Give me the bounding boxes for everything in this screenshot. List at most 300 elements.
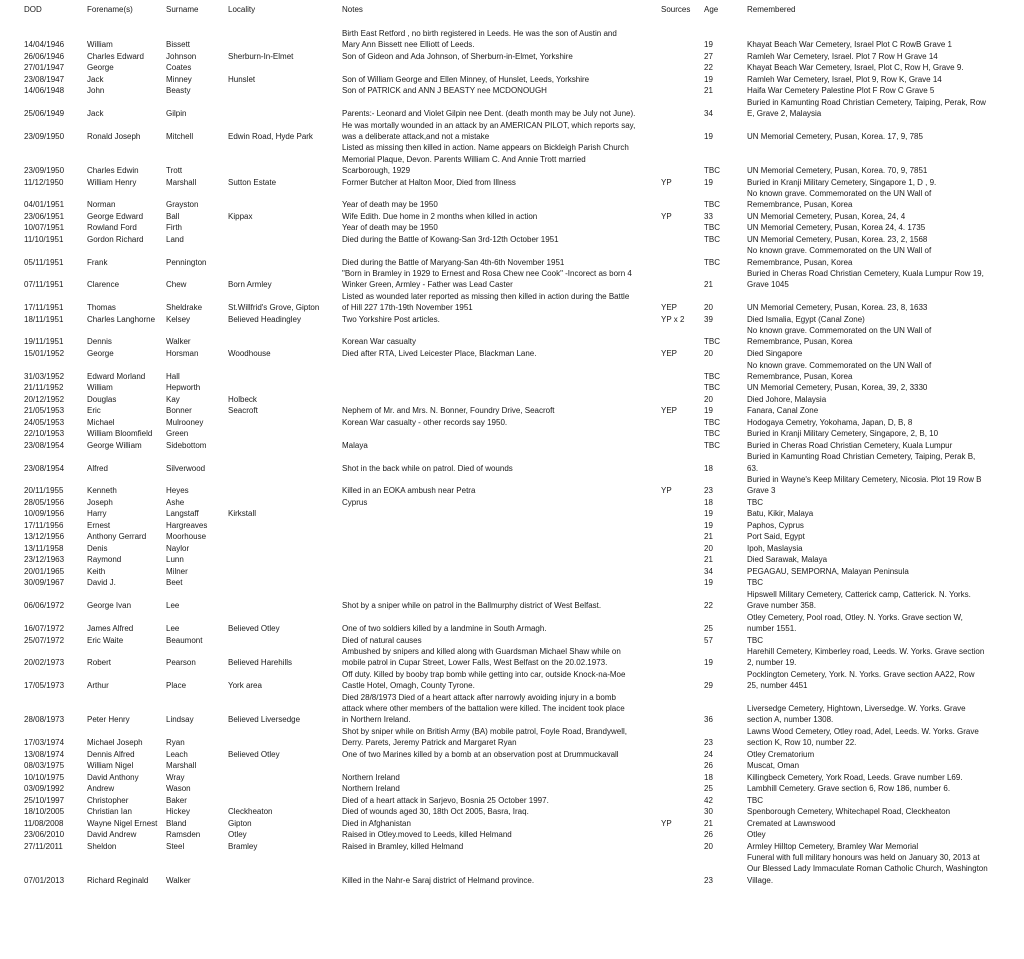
surname-cell: Baker [166,795,187,805]
dod-cell: 21/05/1953 [24,406,65,416]
surname-cell: Steel [166,841,185,851]
remembered-cell: Liversedge Cemetery, Hightown, Liversedge. W. Yorks. Grave section A, number 1308. [747,703,966,725]
forename-cell: Dennis Alfred [87,749,135,759]
remembered-cell: Haifa War Cemetery Palestine Plot F Row C Grave 5 [747,86,935,96]
dod-cell: 11/08/2008 [24,818,64,828]
table-row [0,188,1024,211]
remembered-cell: Otley Crematorium [747,749,815,759]
age-cell: TBC [704,429,720,439]
remembered-cell: Ramleh War Cemetery, Israel, Plot 9, Row K, Grave 14 [747,74,942,84]
forename-cell: Clarence [87,280,120,290]
remembered-cell: No known grave. Commemorated on the UN Wall of Remembrance, Pusan, Korea [747,326,932,347]
remembered-cell: UN Memorial Cemetery, Pusan, Korea. 70, 9, 7851 [747,165,928,175]
remembered-cell: Buried in Wayne's Keep Military Cemetery, Nicosia. Plot 19 Row B Grave 3 [747,475,982,496]
age-cell: 22 [704,63,713,73]
age-cell: 19 [704,131,713,141]
dod-cell: 10/10/1975 [24,772,65,782]
notes-cell: Died of a heart attack in Sarjevo, Bosnia 25 October 1997. [342,795,549,805]
age-cell: 21 [704,818,713,828]
table-row [0,635,1024,646]
notes-cell: Wife Edith. Due home in 2 months when killed in action [342,211,538,221]
table-row [0,841,1024,852]
notes-cell: Died of wounds aged 30, 18th Oct 2005, Basra, Iraq. [342,807,529,816]
notes-cell: Year of death may be 1950 [342,200,438,210]
remembered-cell: No known grave. Commemorated on the UN Wall of Remembrance, Pusan, Korea [747,246,932,267]
forename-cell: George Ivan [87,601,132,611]
table-row [0,142,1024,176]
dod-cell: 10/09/1956 [24,509,65,519]
surname-cell: Lee [166,623,180,633]
forename-cell: Jack [87,74,104,84]
age-cell: 34 [704,566,713,576]
dod-cell: 11/12/1950 [24,177,64,187]
notes-cell: Listed as wounded later reported as missing then killed in action during the Battle of Hill 227 17th-19th November 1951 [342,291,630,313]
notes-cell: Cyprus [342,497,368,507]
age-cell: 25 [704,784,713,793]
table-row [0,497,1024,508]
forename-cell: William [87,383,113,393]
age-cell: TBC [704,257,720,267]
surname-cell: Hickey [166,807,191,816]
dod-cell: 28/08/1973 [24,715,65,725]
surname-cell: Bonner [166,406,192,416]
surname-cell: Lindsay [166,715,194,725]
surname-cell: Lee [166,601,180,611]
age-cell: 25 [704,623,713,633]
table-row [0,51,1024,62]
age-cell: TBC [704,371,720,381]
forename-cell: David J. [87,578,116,588]
forename-cell: Frank [87,257,108,267]
forename-cell: Denis [87,543,108,553]
surname-cell: Grayston [166,200,199,210]
forename-cell: Andrew [87,784,115,793]
dod-cell: 19/11/1951 [24,337,64,347]
forename-cell: Gordon Richard [87,234,144,244]
remembered-cell: UN Memorial Cemetery, Pusan, Korea 24, 4. 1735 [747,223,926,233]
dod-cell: 23/09/1950 [24,165,65,175]
dod-cell: 04/01/1951 [24,200,65,210]
surname-cell: Beaumont [166,635,203,645]
table-row [0,612,1024,635]
header-surname: Surname [166,5,199,14]
table-row [0,177,1024,188]
forename-cell: Richard Reginald [87,875,149,885]
table-row [0,783,1024,794]
surname-cell: Sidebottom [166,440,207,450]
surname-cell: Moorhouse [166,532,207,542]
remembered-cell: TBC [747,635,763,645]
locality-cell: St.Willfrid's Grove, Gipton [228,303,320,313]
table-row [0,829,1024,840]
age-cell: 24 [704,749,713,759]
age-cell: 27 [704,51,713,61]
forename-cell: Robert [87,658,112,668]
surname-cell: Horsman [166,349,199,358]
surname-cell: Chew [166,280,187,290]
remembered-cell: Spenborough Cemetery, Whitechapel Road, Cleckheaton [747,807,951,816]
table-row [0,566,1024,577]
age-cell: 19 [704,177,713,187]
table-row [0,451,1024,474]
surname-cell: Lunn [166,555,184,565]
dod-cell: 18/10/2005 [24,807,65,816]
notes-cell: Died of natural causes [342,635,422,645]
remembered-cell: Khayat Beach War Cemetery, Israel, Plot C, Row H, Grave 9. [747,63,964,73]
surname-cell: Pearson [166,658,196,668]
table-row [0,222,1024,233]
forename-cell: William Henry [87,177,137,187]
age-cell: 19 [704,509,713,519]
remembered-cell: UN Memorial Cemetery, Pusan, Korea. 23, 8, 1633 [747,303,928,313]
sources-cell: YP x 2 [661,314,685,324]
table-row [0,554,1024,565]
surname-cell: Ryan [166,737,185,747]
forename-cell: Kenneth [87,486,117,496]
forename-cell: Douglas [87,394,117,404]
forename-cell: Arthur [87,681,109,691]
age-cell: 39 [704,314,713,324]
notes-cell: Died during the Battle of Maryang-San 4th-6th November 1951 [342,257,565,267]
age-cell: 36 [704,715,713,725]
locality-cell: York area [228,681,262,691]
remembered-cell: UN Memorial Cemetery, Pusan, Korea. 17, 9, 785 [747,131,923,141]
age-cell: 20 [704,349,713,358]
remembered-cell: Died Singapore [747,349,803,358]
age-cell: TBC [704,383,720,393]
age-cell: 20 [704,543,713,553]
dod-cell: 17/03/1974 [24,737,65,747]
locality-cell: Seacroft [228,406,258,416]
header-dod: DOD [24,5,42,14]
remembered-cell: Batu, Kikir, Malaya [747,509,814,519]
age-cell: TBC [704,234,720,244]
remembered-cell: Muscat, Oman [747,761,800,770]
dod-cell: 27/11/2011 [24,841,63,851]
notes-cell: Year of death may be 1950 [342,223,438,233]
table-row [0,394,1024,405]
age-cell: 34 [704,109,713,119]
surname-cell: Naylor [166,543,190,553]
remembered-cell: Ramleh War Cemetery, Israel. Plot 7 Row H Grave 14 [747,51,938,61]
remembered-cell: Died Johore, Malaysia [747,394,827,404]
remembered-cell: Buried in Kamunting Road Christian Cemetery, Taiping, Perak B, 63. [747,452,976,473]
surname-cell: Mulrooney [166,417,204,427]
dod-cell: 23/09/1950 [24,131,65,141]
table-row [0,772,1024,783]
surname-cell: Hepworth [166,383,201,393]
remembered-cell: Port Said, Egypt [747,532,805,542]
table-row [0,85,1024,96]
surname-cell: Sheldrake [166,303,203,313]
locality-cell: Believed Harehills [228,658,293,668]
remembered-cell: Ipoh, Maslaysia [747,543,803,553]
dod-cell: 24/05/1953 [24,417,65,427]
locality-cell: Believed Otley [228,749,280,759]
forename-cell: Sheldon [87,841,117,851]
remembered-cell: Killingbeck Cemetery, York Road, Leeds. Grave number L69. [747,772,963,782]
age-cell: TBC [704,200,720,210]
notes-cell: Nephem of Mr. and Mrs. N. Bonner, Foundry Drive, Seacroft [342,406,555,416]
age-cell: 21 [704,280,713,290]
forename-cell: Michael [87,417,115,427]
notes-cell: Two Yorkshire Post articles. [342,314,440,324]
notes-cell: Died 28/8/1973 Died of a heart attack after narrowly avoiding injury in a bomb attack where other members of the battalion were killed. The incident took place in Northern Ireland. [342,692,625,725]
surname-cell: Langstaff [166,509,199,519]
dod-cell: 30/09/1967 [24,578,65,588]
age-cell: 19 [704,658,713,668]
surname-cell: Bland [166,818,187,828]
notes-cell: Off duty. Killed by booby trap bomb while getting into car, outside Knock-na-Moe Castle Hotel, Omagh, County Tyrone. [342,669,626,691]
notes-cell: Killed in an EOKA ambush near Petra [342,486,476,496]
notes-cell: Former Butcher at Halton Moor, Died from Illness [342,177,516,187]
notes-cell: Korean War casualty [342,337,416,347]
sources-cell: YEP [661,303,678,313]
notes-cell: Killed in the Nahr-e Saraj district of Helmand province. [342,875,535,885]
forename-cell: Anthony Gerrard [87,532,147,542]
notes-cell: One of two soldiers killed by a landmine in South Armagh. [342,623,547,633]
table-row [0,428,1024,439]
surname-cell: Trott [166,165,183,175]
remembered-cell: TBC [747,497,763,507]
table-row [0,692,1024,726]
notes-cell: Northern Ireland [342,784,400,793]
surname-cell: Gilpin [166,109,187,119]
surname-cell: Johnson [166,51,197,61]
table-row [0,62,1024,73]
dod-cell: 23/08/1947 [24,74,65,84]
locality-cell: Otley [228,830,247,839]
remembered-cell: Khayat Beach War Cemetery, Israel Plot C RowB Grave 1 [747,40,952,50]
dod-cell: 23/12/1963 [24,555,65,565]
table-row [0,669,1024,692]
table-row [0,291,1024,314]
forename-cell: John [87,86,105,96]
dod-cell: 23/08/1954 [24,463,65,473]
age-cell: TBC [704,223,720,233]
remembered-cell: Buried in Kranji Military Cemetery, Singapore, 2, B, 10 [747,429,939,439]
table-row [0,806,1024,817]
dod-cell: 07/01/2013 [24,875,65,885]
remembered-cell: Buried in Cheras Road Christian Cemetery, Kuala Lumpur [747,440,953,450]
age-cell: 23 [704,737,713,747]
notes-cell: One of two Marines killed by a bomb at an observation post at Drummuckavall [342,749,619,759]
remembered-cell: No known grave. Commemorated on the UN Wall of Remembrance, Pusan, Korea [747,189,932,210]
table-row [0,234,1024,245]
age-cell: 19 [704,406,713,416]
forename-cell: Edward Morland [87,371,146,381]
forename-cell: Joseph [87,497,113,507]
forename-cell: David Anthony [87,772,139,782]
dod-cell: 25/07/1972 [24,635,65,645]
dod-cell: 25/06/1949 [24,109,65,119]
age-cell: 21 [704,532,713,542]
dod-cell: 28/05/1956 [24,497,65,507]
locality-cell: Believed Liversedge [228,715,301,725]
table-row [0,405,1024,416]
header-age: Age [704,5,719,14]
forename-cell: Charles Edwin [87,165,139,175]
notes-cell: He was mortally wounded in an attack by an AMERICAN PILOT, which reports say, was a deliberate attack,and not a mistake [342,120,636,141]
table-row [0,325,1024,348]
table-row [0,382,1024,393]
dod-cell: 17/11/1956 [24,520,64,530]
dod-cell: 06/06/1972 [24,601,65,611]
surname-cell: Green [166,429,189,439]
dod-cell: 20/02/1973 [24,658,65,668]
dod-cell: 13/12/1956 [24,532,65,542]
surname-cell: Hargreaves [166,520,208,530]
locality-cell: Kirkstall [228,509,257,519]
surname-cell: Hall [166,371,180,381]
notes-cell: Died after RTA, Lived Leicester Place, Blackman Lane. [342,349,537,358]
table-row [0,818,1024,829]
table-row [0,852,1024,886]
age-cell: 18 [704,772,713,782]
sources-cell: YP [661,818,672,828]
surname-cell: Wason [166,784,191,793]
locality-cell: Sherburn-In-Elmet [228,51,294,61]
age-cell: 20 [704,841,713,851]
remembered-cell: Otley [747,830,766,839]
remembered-cell: UN Memorial Cemetery, Pusan, Korea. 23, 2, 1568 [747,234,928,244]
remembered-cell: Died Ismalia, Egypt (Canal Zone) [747,314,865,324]
dod-cell: 07/11/1951 [24,280,64,290]
remembered-cell: TBC [747,578,763,588]
surname-cell: Mitchell [166,131,194,141]
remembered-cell: PEGAGAU, SEMPORNA, Malayan Peninsula [747,566,909,576]
notes-cell: Son of Gideon and Ada Johnson, of Sherburn-in-Elmet, Yorkshire [342,51,573,61]
surname-cell: Walker [166,875,191,885]
notes-cell: Listed as missing then killed in action. Name appears on Bickleigh Parish Church Memorial Plaque, Devon. Parents William C. And Annie Trott married Scarborough, 1929 [342,143,629,175]
surname-cell: Kelsey [166,314,191,324]
age-cell: 23 [704,486,713,496]
dod-cell: 15/01/1952 [24,349,65,358]
table-row [0,360,1024,383]
forename-cell: Eric [87,406,101,416]
age-cell: TBC [704,417,720,427]
dod-cell: 23/06/1951 [24,211,65,221]
table-row [0,589,1024,612]
forename-cell: Charles Langhorne [87,314,156,324]
age-cell: 22 [704,601,713,611]
dod-cell: 20/01/1965 [24,566,65,576]
notes-cell: Birth East Retford , no birth registered in Leeds. He was the son of Austin and Mary Ann Bissett nee Elliott of Leeds. [342,29,617,50]
remembered-cell: Died Sarawak, Malaya [747,555,828,565]
forename-cell: Christian Ian [87,807,132,816]
dod-cell: 18/11/1951 [24,314,64,324]
forename-cell: George Edward [87,211,144,221]
age-cell: 18 [704,463,713,473]
forename-cell: Charles Edward [87,51,144,61]
remembered-cell: Lawns Wood Cemetery, Otley road, Adel, Leeds. W. Yorks. Grave section K, Row 10, number 22. [747,726,979,747]
surname-cell: Kay [166,394,180,404]
age-cell: 29 [704,681,713,691]
table-row [0,97,1024,120]
age-cell: 42 [704,795,713,805]
sources-cell: YP [661,177,672,187]
forename-cell: Ronald Joseph [87,131,141,141]
dod-cell: 16/07/1972 [24,623,65,633]
age-cell: 19 [704,40,713,50]
sources-cell: YP [661,211,672,221]
remembered-cell: Buried in Kranji Military Cemetery, Singapore 1, D , 9. [747,177,937,187]
dod-cell: 20/11/1955 [24,486,64,496]
header-notes: Notes [342,5,363,14]
notes-cell: Son of PATRICK and ANN J BEASTY nee MCDONOUGH [342,86,547,96]
remembered-cell: Hipswell Military Cemetery, Catterick camp, Catterick. N. Yorks. Grave number 358. [747,589,971,611]
surname-cell: Land [166,234,184,244]
sources-cell: YEP [661,349,678,358]
table-row [0,74,1024,85]
remembered-cell: Paphos, Cyprus [747,520,804,530]
header-locality: Locality [228,5,256,14]
age-cell: 20 [704,394,713,404]
surname-cell: Ramsden [166,830,201,839]
age-cell: 19 [704,520,713,530]
table-row [0,314,1024,325]
forename-cell: Jack [87,109,104,119]
age-cell: 30 [704,807,713,816]
dod-cell: 14/04/1946 [24,40,65,50]
notes-cell: Shot by sniper while on British Army (BA) mobile patrol, Foyle Road, Brandywell, Derry. Parets, Jeremy Patrick and Margaret Ryan [342,726,628,747]
sources-cell: YEP [661,406,678,416]
age-cell: 33 [704,211,713,221]
notes-cell: Parents:- Leonard and Violet Gilpin nee Dent. (death month may be July not June). [342,109,636,119]
notes-cell: Raised in Otley.moved to Leeds, killed Helmand [342,830,512,839]
forename-cell: Harry [87,509,107,519]
header-remembered: Remembered [747,5,796,14]
surname-cell: Marshall [166,177,197,187]
table-row [0,348,1024,359]
forename-cell: Michael Joseph [87,737,143,747]
age-cell: TBC [704,337,720,347]
notes-cell: Died during the Battle of Kowang-San 3rd-12th October 1951 [342,234,559,244]
notes-cell: Shot by a sniper while on patrol in the Ballmurphy district of West Belfast. [342,601,602,611]
table-row [0,646,1024,669]
table-row [0,531,1024,542]
forename-cell: George [87,63,114,73]
dod-cell: 13/11/1958 [24,543,64,553]
forename-cell: James Alfred [87,623,134,633]
dod-cell: 10/07/1951 [24,223,65,233]
surname-cell: Milner [166,566,188,576]
table-row [0,749,1024,760]
dod-cell: 17/05/1973 [24,681,65,691]
notes-cell: Son of William George and Ellen Minney, of Hunslet, Leeds, Yorkshire [342,74,590,84]
sources-cell: YP [661,486,672,496]
locality-cell: Bramley [228,841,258,851]
remembered-cell: Cremated at Lawnswood [747,818,836,828]
remembered-cell: UN Memorial Cemetery, Pusan, Korea, 24, 4 [747,211,906,221]
remembered-cell: Hodogaya Cemetry, Yokohama, Japan, D, B, 8 [747,417,913,427]
table-row [0,795,1024,806]
table-row [0,417,1024,428]
forename-cell: Eric Waite [87,635,124,645]
surname-cell: Minney [166,74,192,84]
notes-cell: "Born in Bramley in 1929 to Ernest and Rosa Chew nee Cook" -Incorect as born 4 Winker Green, Armley - Father was Lead Caster [342,269,632,290]
remembered-cell: Fanara, Canal Zone [747,406,819,416]
surname-cell: Leach [166,749,188,759]
locality-cell: Cleckheaton [228,807,273,816]
dod-cell: 25/10/1997 [24,795,65,805]
remembered-cell: Lambhill Cemetery. Grave section 6, Row 186, number 6. [747,784,951,793]
age-cell: TBC [704,440,720,450]
notes-cell: Ambushed by snipers and killed along with Guardsman Michael Shaw while on mobile patrol in Cupar Street, Lower Falls, West Belfast on the 20.02.1973. [342,647,621,668]
table-row [0,543,1024,554]
dod-cell: 03/09/1992 [24,784,65,793]
notes-cell: Shot in the back while on patrol. Died of wounds [342,463,513,473]
